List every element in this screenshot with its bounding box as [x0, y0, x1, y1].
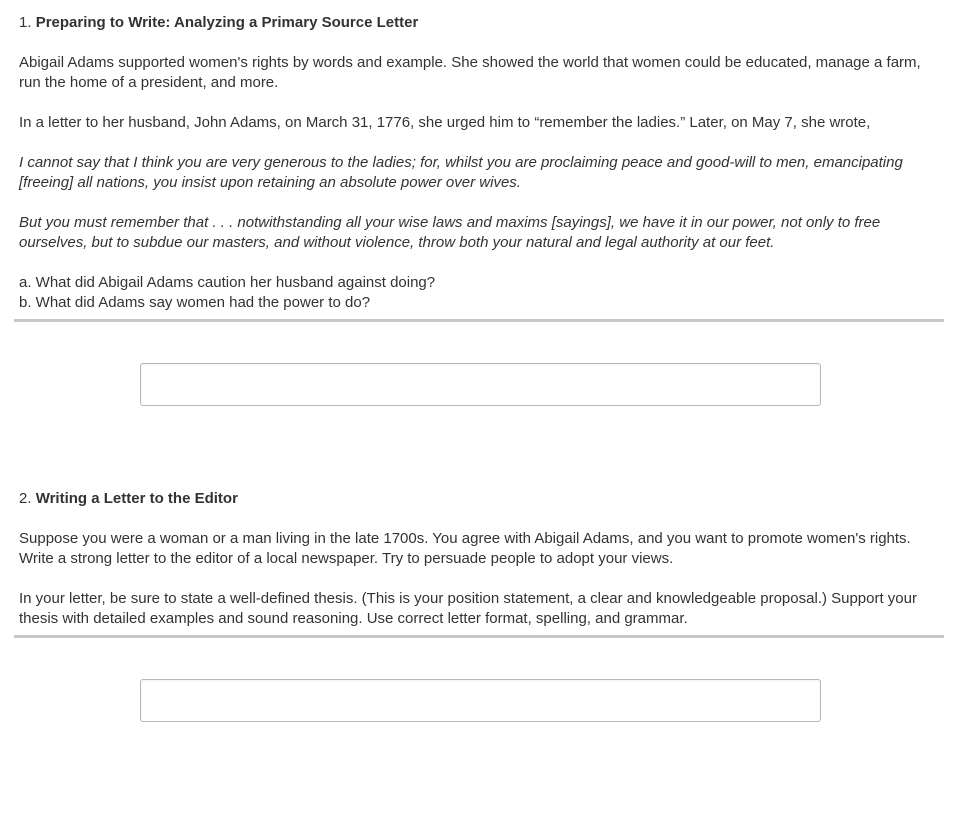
question-2-paragraph-1: Suppose you were a woman or a man living in the late 1700s. You agree with Abigail Adams, and you want to promote women's rights. Write a strong letter to the editor of a local newspaper. Try to persuade people to adopt your views.	[19, 530, 911, 567]
question-1-title	[19, 13, 939, 33]
question-2-divider	[14, 635, 944, 638]
question-2-heading: Writing a Letter to the Editor	[35, 490, 238, 507]
question-1-number: 1.	[19, 14, 32, 31]
question-2-paragraph-2: In your letter, be sure to state a well-defined thesis. (This is your position statement, a clear and knowledgeable proposal.) Support your thesis with detailed examples and sound reasoning. Use correct letter format, spelling, and grammar.	[19, 590, 917, 627]
question-1-answer-field[interactable]	[140, 363, 821, 406]
question-2-number: 2.	[19, 490, 32, 507]
question-1-prompt-a: a. What did Abigail Adams caution her husband against doing?	[19, 274, 436, 291]
question-1-quote-2: But you must remember that . . . notwithstanding all your wise laws and maxims [sayings], we have it in our power, not only to free ourselves, but to subdue our masters, and without violence, throw both your natural and legal authority at our feet.	[19, 214, 881, 251]
question-1-quote-1: I cannot say that I think you are very generous to the ladies; for, whilst you are proclaiming peace and good-will to men, emancipating [freeing] all nations, you insist upon retaining an absolute power over wives.	[19, 154, 903, 191]
question-1-heading: Preparing to Write: Analyzing a Primary Source Letter	[35, 14, 419, 31]
question-1-text	[19, 13, 939, 313]
question-2-title	[19, 489, 939, 509]
question-2-answer-field[interactable]	[140, 679, 821, 722]
question-1-paragraph-1: Abigail Adams supported women's rights by words and example. She showed the world that women could be educated, manage a farm, run the home of a president, and more.	[19, 54, 921, 91]
question-1-prompt-b: b. What did Adams say women had the power to do?	[19, 294, 371, 311]
question-2-text	[19, 489, 939, 629]
question-1-divider	[14, 319, 944, 322]
question-1-paragraph-2: In a letter to her husband, John Adams, on March 31, 1776, she urged him to “remember the ladies.” Later, on May 7, she wrote,	[19, 114, 871, 131]
